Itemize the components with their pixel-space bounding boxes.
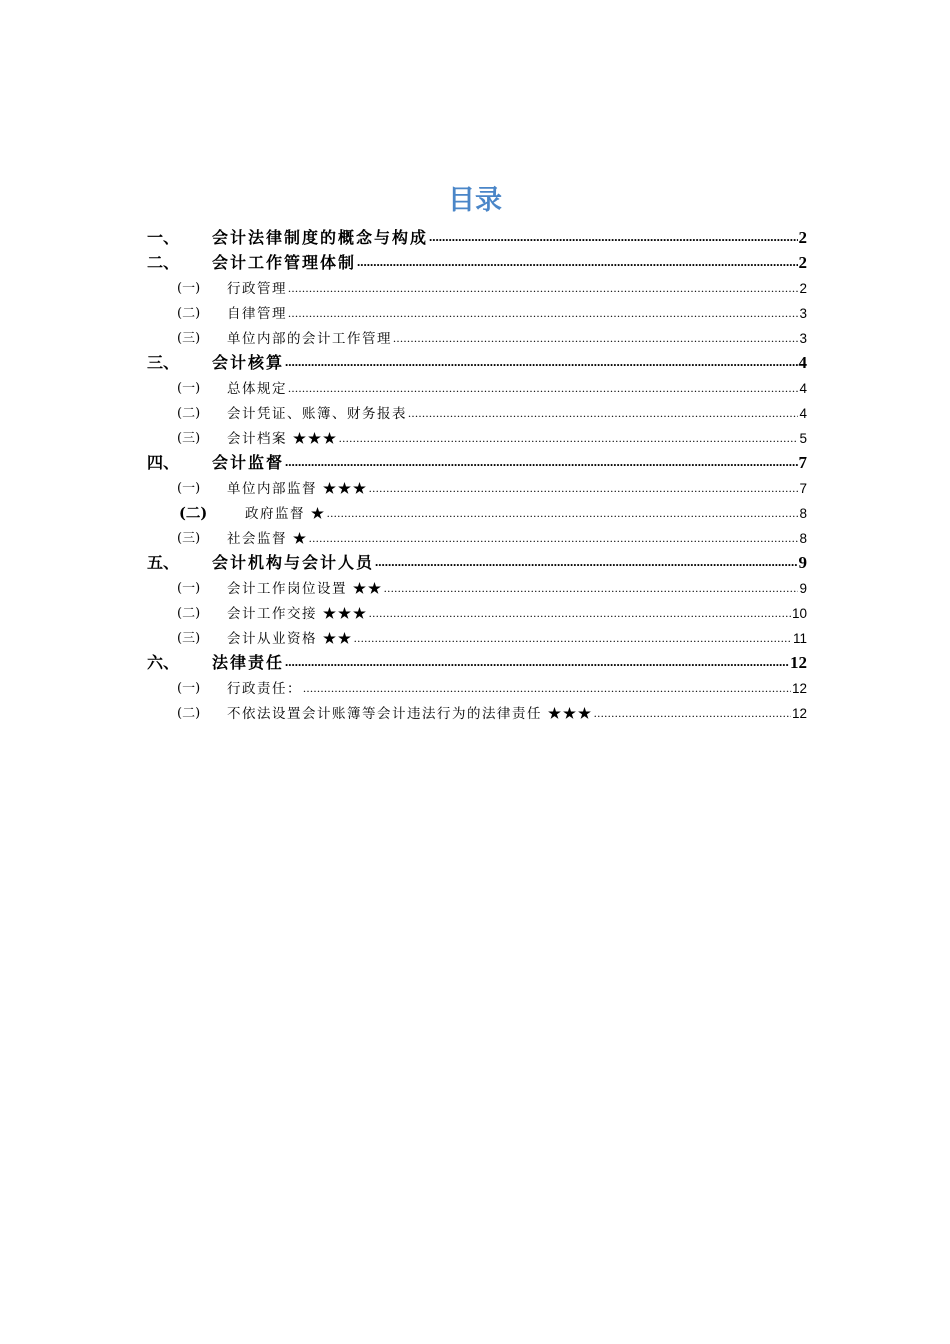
toc-entry-page-number: 5: [799, 431, 807, 446]
toc-entry-label: 会计档案 ★★★: [227, 431, 338, 447]
table-of-contents: [147, 224, 807, 724]
toc-dot-leader: [369, 481, 799, 495]
toc-entry-section[interactable]: [147, 374, 807, 399]
toc-entry-page-number: 2: [799, 281, 807, 296]
toc-entry-number: 一、: [147, 228, 180, 247]
toc-entry-page-number: 8: [799, 531, 807, 546]
toc-entry-label: 行政管理: [227, 281, 287, 297]
toc-dot-leader: [327, 506, 799, 520]
toc-entry-page-number: 2: [798, 228, 807, 247]
toc-entry-page-number: 10: [791, 606, 807, 621]
toc-dot-leader: [285, 656, 789, 670]
toc-entry-number: (二): [177, 306, 201, 321]
toc-dot-leader: [288, 306, 798, 320]
toc-entry-page-number: 4: [799, 406, 807, 421]
toc-entry-page-number: 4: [798, 353, 807, 372]
toc-entry-chapter[interactable]: [147, 249, 807, 274]
toc-entry-label: 行政责任：: [227, 681, 302, 697]
toc-entry-number: (二): [177, 406, 201, 421]
toc-entry-section[interactable]: [147, 424, 807, 449]
toc-entry-page-number: 4: [799, 381, 807, 396]
toc-entry-number: 三、: [147, 353, 180, 372]
toc-entry-label: 总体规定: [227, 381, 287, 397]
toc-entry-label: 会计工作岗位设置 ★★: [227, 581, 383, 597]
toc-entry-chapter[interactable]: [147, 649, 807, 674]
toc-entry-chapter[interactable]: [147, 349, 807, 374]
toc-entry-number: (二): [179, 505, 208, 522]
toc-entry-page-number: 7: [798, 453, 807, 472]
toc-dot-leader: [408, 406, 798, 420]
toc-entry-section[interactable]: [147, 399, 807, 424]
toc-entry-chapter[interactable]: [147, 549, 807, 574]
toc-entry-number: 四、: [147, 453, 180, 472]
toc-entry-chapter[interactable]: [147, 449, 807, 474]
toc-entry-section[interactable]: [147, 474, 807, 499]
toc-entry-number: (二): [177, 706, 201, 721]
toc-entry-number: (一): [177, 381, 201, 396]
toc-entry-number: (一): [177, 481, 201, 496]
toc-entry-number: (一): [177, 581, 201, 596]
toc-dot-leader: [429, 231, 797, 245]
toc-dot-leader: [375, 556, 797, 570]
toc-dot-leader: [285, 456, 797, 470]
toc-entry-section[interactable]: [147, 324, 807, 349]
toc-entry-label: 法律责任: [212, 653, 285, 672]
toc-entry-section[interactable]: [147, 699, 807, 724]
toc-entry-label: 会计核算: [212, 353, 285, 372]
toc-dot-leader: [384, 581, 799, 595]
toc-entry-section[interactable]: [147, 499, 807, 524]
toc-dot-leader: [357, 256, 797, 270]
toc-entry-page-number: 9: [798, 553, 807, 572]
toc-entry-number: (三): [177, 531, 201, 546]
toc-entry-section[interactable]: [147, 599, 807, 624]
toc-entry-number: (三): [177, 631, 201, 646]
toc-entry-number: 六、: [147, 653, 180, 672]
toc-entry-section[interactable]: [147, 624, 807, 649]
toc-dot-leader: [339, 431, 799, 445]
toc-entry-chapter[interactable]: [147, 224, 807, 249]
toc-entry-page-number: 8: [799, 506, 807, 521]
toc-entry-number: (三): [177, 431, 201, 446]
toc-entry-number: (一): [177, 281, 201, 296]
toc-entry-label: 会计法律制度的概念与构成: [212, 228, 429, 247]
toc-entry-page-number: 12: [791, 706, 807, 721]
toc-dot-leader: [303, 681, 791, 695]
toc-entry-section[interactable]: [147, 574, 807, 599]
toc-entry-page-number: 12: [790, 653, 807, 672]
toc-entry-label: 会计监督: [212, 453, 285, 472]
toc-dot-leader: [288, 381, 798, 395]
toc-dot-leader: [288, 281, 798, 295]
toc-entry-number: (三): [177, 331, 201, 346]
toc-entry-page-number: 2: [798, 253, 807, 272]
toc-entry-page-number: 3: [799, 306, 807, 321]
toc-entry-number: 五、: [147, 553, 180, 572]
toc-entry-label: 社会监督 ★: [227, 531, 308, 547]
toc-entry-label: 单位内部的会计工作管理: [227, 331, 392, 347]
toc-entry-label: 会计机构与会计人员: [212, 553, 375, 572]
toc-entry-label: 自律管理: [227, 306, 287, 322]
toc-dot-leader: [354, 631, 792, 645]
toc-dot-leader: [369, 606, 791, 620]
toc-entry-section[interactable]: [147, 274, 807, 299]
toc-entry-label: 会计凭证、账簿、财务报表: [227, 406, 407, 422]
toc-entry-label: 会计工作交接 ★★★: [227, 606, 368, 622]
toc-title: 目录: [448, 185, 502, 216]
toc-entry-page-number: 3: [799, 331, 807, 346]
toc-entry-label: 政府监督 ★: [245, 506, 326, 522]
toc-dot-leader: [393, 331, 798, 345]
toc-entry-page-number: 11: [792, 631, 807, 646]
toc-entry-section[interactable]: [147, 674, 807, 699]
toc-entry-number: (一): [177, 681, 201, 696]
toc-dot-leader: [309, 531, 799, 545]
toc-entry-section[interactable]: [147, 299, 807, 324]
toc-entry-label: 单位内部监督 ★★★: [227, 481, 368, 497]
toc-dot-leader: [285, 356, 797, 370]
toc-entry-number: 二、: [147, 253, 180, 272]
toc-entry-label: 不依法设置会计账簿等会计违法行为的法律责任 ★★★: [227, 706, 593, 722]
toc-entry-page-number: 7: [799, 481, 807, 496]
toc-dot-leader: [594, 706, 791, 720]
toc-entry-page-number: 9: [799, 581, 807, 596]
toc-entry-number: (二): [177, 606, 201, 621]
toc-entry-label: 会计工作管理体制: [212, 253, 357, 272]
toc-entry-page-number: 12: [791, 681, 807, 696]
toc-entry-label: 会计从业资格 ★★: [227, 631, 353, 647]
toc-entry-section[interactable]: [147, 524, 807, 549]
